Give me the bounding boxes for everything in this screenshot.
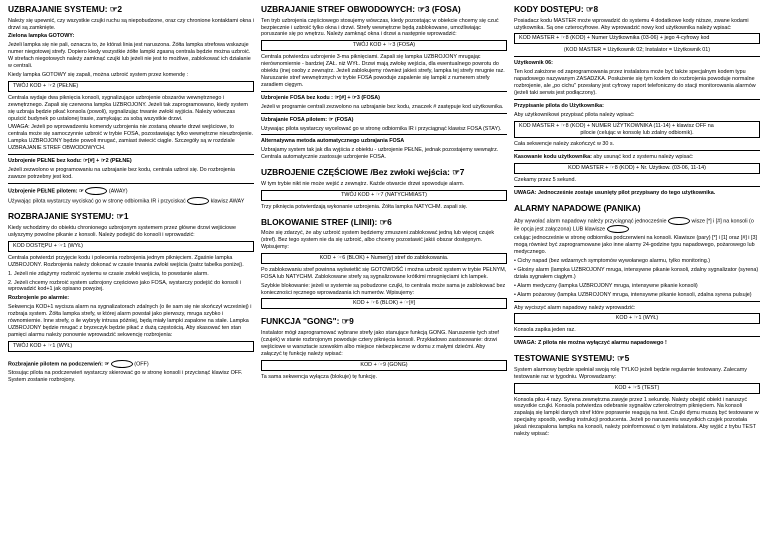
section-arming-heading: UZBRAJANIE SYSTEMU: ☞2 — [8, 4, 123, 14]
divider — [514, 186, 760, 187]
divider — [8, 154, 254, 155]
section-codes-heading: KODY DOSTĘPU: ☞8 — [514, 4, 599, 14]
test-command-box: KOD + ☞5 (TEST) — [514, 383, 760, 394]
arming-intro: Należy się upewnić, czy wszystkie czujki ruchu są niepobudzone, oraz czy chronione kontaktami okna i drzwi są zamknięte. — [8, 17, 254, 31]
test-intro: System alarmowy będzie spełniał swoją rolę TYLKO jeżeli będzie regularnie testowany. Zalecamy testowanie raz w tygodniu. Wprowadzamy: — [514, 366, 747, 380]
bypass-command-box: KOD + ☞6 (BLOK) + Numer(y) stref do zablokowania. — [261, 253, 507, 264]
instant-command-box: TWÓJ KOD + ☞7 (NATYCHMIAST) — [261, 190, 507, 201]
chime-command-box: KOD + ☞9 (GONG) — [261, 360, 507, 371]
arming-remote-line — [8, 187, 254, 195]
arming-no-code-text: Jeżeli zezwolono w programowaniu na uzbrajanie bez kodu, centrala uzbroi się. Do rozbrojenia zawsze potrzebny jest kod. — [8, 166, 235, 180]
assign-remote-subheading: Przypisanie pilota do Użytkownika: — [514, 102, 604, 109]
instant-intro: W tym trybie nikt nie może wejść z zewnątrz. Każde otwarcie drzwi spowoduje alarm. — [261, 180, 465, 187]
panic-silence-command-box: KOD + ☞1 (WYŁ) — [514, 313, 760, 324]
panic-silence-beep: Konsola zapika jeden raz. — [514, 327, 576, 334]
section-bypass-heading: BLOKOWANIE STREF (LINII): ☞6 — [261, 216, 392, 227]
column-2 — [261, 5, 507, 382]
perimeter-remote-text: Używając pilota wystarczy wycelować go w stronę odbiornika IR i przyciągnąć klawisz FOSA (STAY). — [261, 125, 502, 132]
disarming-command-box: KOD DOSTĘPU + ☞1 (WYŁ) — [8, 241, 254, 252]
user-06-subheading: Użytkownik 06: — [514, 60, 553, 67]
panic-bullet-fire: • Alarm pożarowy (lampka UZBROJONY mruga, intensywne pikanie konsoli, zdalna syrena pulsuje) — [514, 291, 752, 298]
remote-key-icon — [187, 197, 209, 205]
assign-remote-text: Aby użytkownikowi przypisać pilota należy wpisać: — [514, 111, 635, 118]
disarming-list-item-1: 1. Jeżeli nie zdążymy rozbroić systemu w czasie zwłoki wejścia, to powstanie alarm. — [8, 270, 209, 277]
perimeter-no-code-heading: Uzbrojenie FOSA bez kodu : ☞[#] + ☞3 (FOSA) — [261, 94, 380, 101]
delete-code-command-box: KOD MASTER + ☞8 (KOD) + Nr. Użytkow. (03-06, 11-14) — [514, 163, 760, 174]
disarming-remote-heading: Rozbrajanie pilotem na podczerwień: ☞ — [8, 361, 110, 368]
ready-lamp-text: Jeżeli lampka się nie pali, oznacza to, że któraś linia jest naruszona. Żółta lampka strefowa wskazuje numer niegotowej strefy. Dopiero kiedy wszystkie żółte lampki zgasną centrala będzie można uzbroić. W strefach niegotowych należy zamknąć czujki lub jeżeli nie jest to możliwe, zablokować ich działanie w centrali. — [8, 42, 251, 70]
user-06-text: Ten kod założone od zaprogramowania przez instalatora może być także specjalnym kodem typu napadowego nazywanym ZASADZKA. Posłużenie się tym kodem do rozbrojenia powoduje normalne rozbrojenie, ale „po cichu" przesłany jest cyfrowy raport telefoniczny do stacji monitorowania alarmów (jeżeli taki serwis jest podłączony). — [514, 69, 756, 96]
ready-lamp-subheading: Zielona lampka GOTOWY: — [8, 33, 75, 40]
panic-remote-note: UWAGA: Z pilota nie można wyłączyć alarmu napadowego ! — [514, 340, 667, 347]
panic-key-icon — [668, 217, 690, 225]
arming-no-code-heading: Uzbrojenie PEŁNE bez kodu: ☞[#] + ☞2 (PEŁNE) — [8, 158, 132, 165]
divider — [514, 99, 760, 100]
assign-remote-timeout: Cała sekwencje należy zakończyć w 30 s. — [514, 141, 615, 148]
section-panic-heading: ALARMY NAPADOWE (PANIKA) — [514, 202, 641, 213]
divider — [514, 150, 760, 151]
bypass-intro: Może się zdarzyć, że aby uzbroić system będziemy zmuszeni zablokować jedną lub więcej czujek (stref). Bez tego system nie da się uzbroić, albo chcemy pozostawić jakiś obszar dostępnym. Wpisujemy: — [261, 230, 495, 250]
panic-silence-intro: Aby wyciszyć alarm napadowy należy wprowadzić: — [514, 304, 636, 311]
arming-remote-text: Używając pilota wystarczy wyciskać go w stronę odbiornika IR i przyciskać klawisz AWAY — [8, 198, 245, 205]
panic-remote-keys-icon — [607, 225, 629, 233]
arming-remote-heading: Uzbrojenie PEŁNE pilotem: ☞ — [8, 188, 84, 195]
disarming-confirmation-text: Centrala potwierdzi przyjęcie kodu i polecenia rozbrojenia jednym piknięciem. Zgaśnie lampka UZBROJONY. Rozbrojenia należy dokonać w czasie trwania zwłoki wejścia (patrz tabelka poniżej). — [8, 254, 244, 268]
arming-command-intro: Kiedy lampka GOTOWY się zapali, można uzbroić system przez komendę : — [8, 72, 189, 78]
codes-master-note: (KOD MASTER = Użytkownik 02; Instalator = Użytkownik 01) — [563, 47, 711, 54]
after-alarm-subheading: Rozbrojenie po alarmie: — [8, 295, 70, 302]
section-perimeter-heading: UZBRAJANIE STREF OBWODOWYCH: ☞3 (FOSA) — [261, 4, 461, 14]
delete-code-wait: Czekamy przez 5 sekund. — [514, 177, 577, 184]
perimeter-no-code-text: Jeżeli w programie centrali zezwolono na uzbrajanie bez kodu, znaczek # zastępuje kod użytkownika. — [261, 103, 504, 110]
divider — [514, 336, 760, 337]
divider — [261, 134, 507, 135]
add-code-command-box: KOD MASTER + ☞8 (KOD) + Numer Użytkownika (03-06) + jego 4-cyfrowy kod — [514, 33, 760, 44]
divider — [514, 56, 760, 57]
after-alarm-text: Sekwencja KOD+1 wycisza alarm na sygnalizatorach zdalnych (o ile sam się nie skończył wcześniej) i rozbraja system. Żółta lampka strefy, w której alarm powstał jako pierwszy, mruga szybko i równomiernie. Inne strefy, o ile wybryły intrusa później, będą miały lampki zapalone na stałe. Lampka UZBROJONY będzie mrugać z bryzeczyk będzie pikać z dużą częstością. Aby skasować ten stan pamięci alarmu należy ponownie wprowadzić sekwencję rozbrojenia: — [8, 304, 252, 338]
column-1 — [8, 5, 254, 386]
panic-intro: Aby wywołać alarm napadowy należy przyciągnąć jednocześnie wisze [*] i [#] na konsoli (o ile opcja jest załączona) LUB klawisze — [514, 218, 754, 233]
perimeter-remote-heading: Uzbrajanie FOSA pilotem: ☞ (FOSA) — [261, 116, 354, 123]
disarming-intro: Kiedy wchodzimy do obiektu chronionego uzbrojonym systemem przez główne drzwi wejściowe usłyszymy powolne pikanie z konsoli. Należy podejść do konsoli i wprowadzić: — [8, 225, 237, 238]
assign-remote-command-box: KOD MASTER + ☞8 (KOD) + NUMER UŻYTKOWNIKA (11-14) + klawisz OFF na pilocie (celując w konsolę lub zdalny odbiornik). — [514, 121, 760, 139]
remote-off-button-icon — [111, 360, 133, 368]
quick-bypass-text: Szybkie blokowanie: jeżeli w systemie są pobudzone czujki, to centrala może sama je zablokować bez konieczności ręcznego wprowadzania ich numerów. Wpisujemy: — [261, 282, 506, 296]
bypass-after-text: Po zablokowaniu stref powinna wyświetlić się GOTOWOŚĆ i można uzbroić system w trybie PEŁNYM, FOSA lub NATYCHM. Zablokowane strefy są sygnalizowane krótkimi mrugnięciami ich lampek. — [261, 266, 507, 280]
perimeter-command-box: TWÓJ KOD + ☞3 (FOSA) — [261, 40, 507, 51]
arming-confirmation-text: Centrala wydaje dwa piknięcia konsoli, sygnalizujące uzbrojenie obszarów wewnętrznego i zewnętrznego. Zapali się czerwona lampka UZBROJONY. Jeżeli tak zaprogramowano, kiedy system się uzbraja będzie pikać konsola (powoli), sygnalizując trwanie zwłoki wyjścia. Należy wówczas opuścić budynek po ustalonej trasie, zamykając za sobą wszystkie drzwi. — [8, 94, 248, 122]
codes-intro: Posiadacz kodu MASTER może wprowadzić do systemu 4 dodatkowe kody niższe, zwane kodami użytkownika. Są one czterocyfrowe. Aby wprowadzić nowy kod użytkownika należy wpisać: — [514, 17, 749, 31]
disarming-remote-text: Stosując pilota na podczerwień wystarczy skierować go w stronę konsoli i przycisnąć klawisz OFF. System zostanie rozbrojony. — [8, 370, 243, 383]
arming-command-box: TWÓJ KOD + ☞2 (PEŁNE) — [8, 81, 254, 92]
divider — [261, 113, 507, 114]
perimeter-auto-subheading: Alternatywna metoda automatycznego uzbrajania FOSA — [261, 138, 405, 145]
disarming-remote-line: Rozbrajanie pilotem na podczerwień: ☞ (OFF) — [8, 361, 149, 368]
panic-bullet-audible: • Głośny alarm (lampka UZBROJONY mruga, intensywne pikanie konsoli, zdalny sygnalizator (syrena) działa sygnałem ciągłym.) — [514, 266, 759, 280]
delete-code-subheading: Kasowanie kodu użytkownika: — [514, 154, 592, 161]
panic-bullet-silent: • Cichy napad (bez wdzarnych symptomów wywołanego alarmu, tylko monitoring.) — [514, 258, 711, 264]
perimeter-confirmation-text: Centrala potwierdza uzbrojenie 3-ma piknięciami. Zapali się lampka UZBROJONY mrugając nierównomiernie - bardziej ZAŁ. niż WYŁ. Drzwi mają zwłokę wejścia, dla ewentualnego powrotu do obiektu (inej osoby z zewnątrz. Jeżeli zablokujemy również jakieś strefy, lampka tej strefy mrugnie raz. Naruszanie stref wewnętrznych w trybie FOSA powoduje zapalenie się lampki z numerem strefy zaradiem cięgym. — [261, 54, 505, 88]
section-disarming-heading: ROZBRAJANIE SYSTEMU: ☞1 — [8, 211, 129, 222]
delete-code-line: Kasowanie kodu użytkownika: aby usunąć kod z systemu należy wpisać: — [514, 154, 694, 161]
delete-code-note: UWAGA: Jednocześnie zostaje usunięty pilot przypisany do tego użytkownika. — [514, 190, 716, 197]
arming-remote-mode: (AWAY) — [108, 188, 128, 195]
divider — [261, 91, 507, 92]
after-alarm-command-box: TWÓJ KOD + ☞1 (WYŁ) — [8, 341, 254, 352]
perimeter-auto-text: Uzbrajamy system tak jak dla wyjścia z obiektu - uzbrojenie PEŁNE, jednak pozostajemy wewnątrz. Centrala automatycznie zastosuje uzbrojenie FOSA. — [261, 147, 499, 161]
disarming-list-item-2: 2. Jeżeli chcemy rozbroić system uzbrojony częściowo jako FOSA, wystarczy podejść do konsoli i wprowadzić kod+1 jak opisano powyżej. — [8, 279, 242, 293]
panic-text: celując jednocześnie w stronę odbiornika podczerwieni na konsoli. Klawisze (pary) [*] i [1] oraz [#] i [3] mogą również być zaprogramowane jako inne alarmy 24-godzine typu napadowego, pożarowego lub medycznego. — [514, 235, 757, 256]
chime-intro: Instalator mógł zaprogramować wybrane strefy jako stanujące funkcją GONG. Naruszenie tych stref (czujek) w stanie rozbrojonym powoduje cztery piknięcia konsoli. Przykładowo zastosowanie: drzwi wejściowe w warsztacie szewskim albo miejsce niebezpieczne w domu z małymi dziećmi. Aby załączyć tę funkcję należy wpisać: — [261, 330, 499, 357]
column-3 — [514, 5, 760, 440]
section-chime-heading: FUNKCJA "GONG": ☞9 — [261, 316, 354, 327]
panic-bullet-medical: • Alarm medyczny (lampka UZBROJONY mruga, intensywne pikanie konsoli) — [514, 282, 698, 289]
test-text: Konsola piku 4 razy. Syrena zewnętrzna zawyje przez 1 sekundę. Należy obejść obiekt i naruszyć wszystkie czujki. Konsola potwierdza odebranie sygnałów czterokrotnym piknięciem. Na konsoli zapalają się lampki danych stref które poprawnie reagują na test. Czujki dymu muszą być testowane w specjalny sposób, według instrukcji producenta. Jeżeli po naruszeniu wszystkich czujek pozostała jakaś niezapalona lampka na konsoli, należy poinformować o tym instalatora. Aby wyjść z trybu TEST należy wpisać: — [514, 396, 759, 438]
divider — [8, 183, 254, 184]
divider — [514, 301, 760, 302]
section-test-heading: TESTOWANIE SYSTEMU: ☞5 — [514, 353, 630, 364]
remote-button-icon — [85, 187, 107, 195]
section-instant-heading: UZBROJENIE CZĘŚCIOWE /Bez zwłoki wejścia: ☞7 — [261, 167, 465, 178]
arming-note: UWAGA: Jeżeli po wprowadzeniu komendy uzbrojenia nie zostaną otwarte drzwi wejściowe, to centrala może się samoczynnie uzbroić w trybie FOSA, pozostawiając tylko wewnętrzne nieuzbrojenie. Lampka UZBROJONY będzie powoli mrugać, zamiast świecić ciągle. Szczegóły są w rozdziale UZBRAJANIE STREF OBWODOWYCH. — [8, 124, 254, 152]
quick-bypass-command-box: KOD + ☞6 (BLOK) + ☞[#] — [261, 298, 507, 309]
chime-toggle-text: Ta sama sekwencja wyłącza (blokuje) tę funkcję. — [261, 373, 377, 380]
instant-confirmation-text: Trzy piknięcia potwierdzają wykonanie uzbrojenia. Żółta lampka NATYCHM. zapali się. — [261, 203, 468, 210]
perimeter-intro: Ten tryb uzbrojenia częściowego stosujemy wówczas, kiedy pozostając w obiekcie chcemy się czuć bezpiecznie i uzbroić tylko okna i drzwi. Strefy wewnętrzne będą zablokowane, umożliwiając poruszanie się po wnętrzu. Należy zamknąć okna i drzwi a następnie wprowadzić: — [261, 17, 499, 38]
